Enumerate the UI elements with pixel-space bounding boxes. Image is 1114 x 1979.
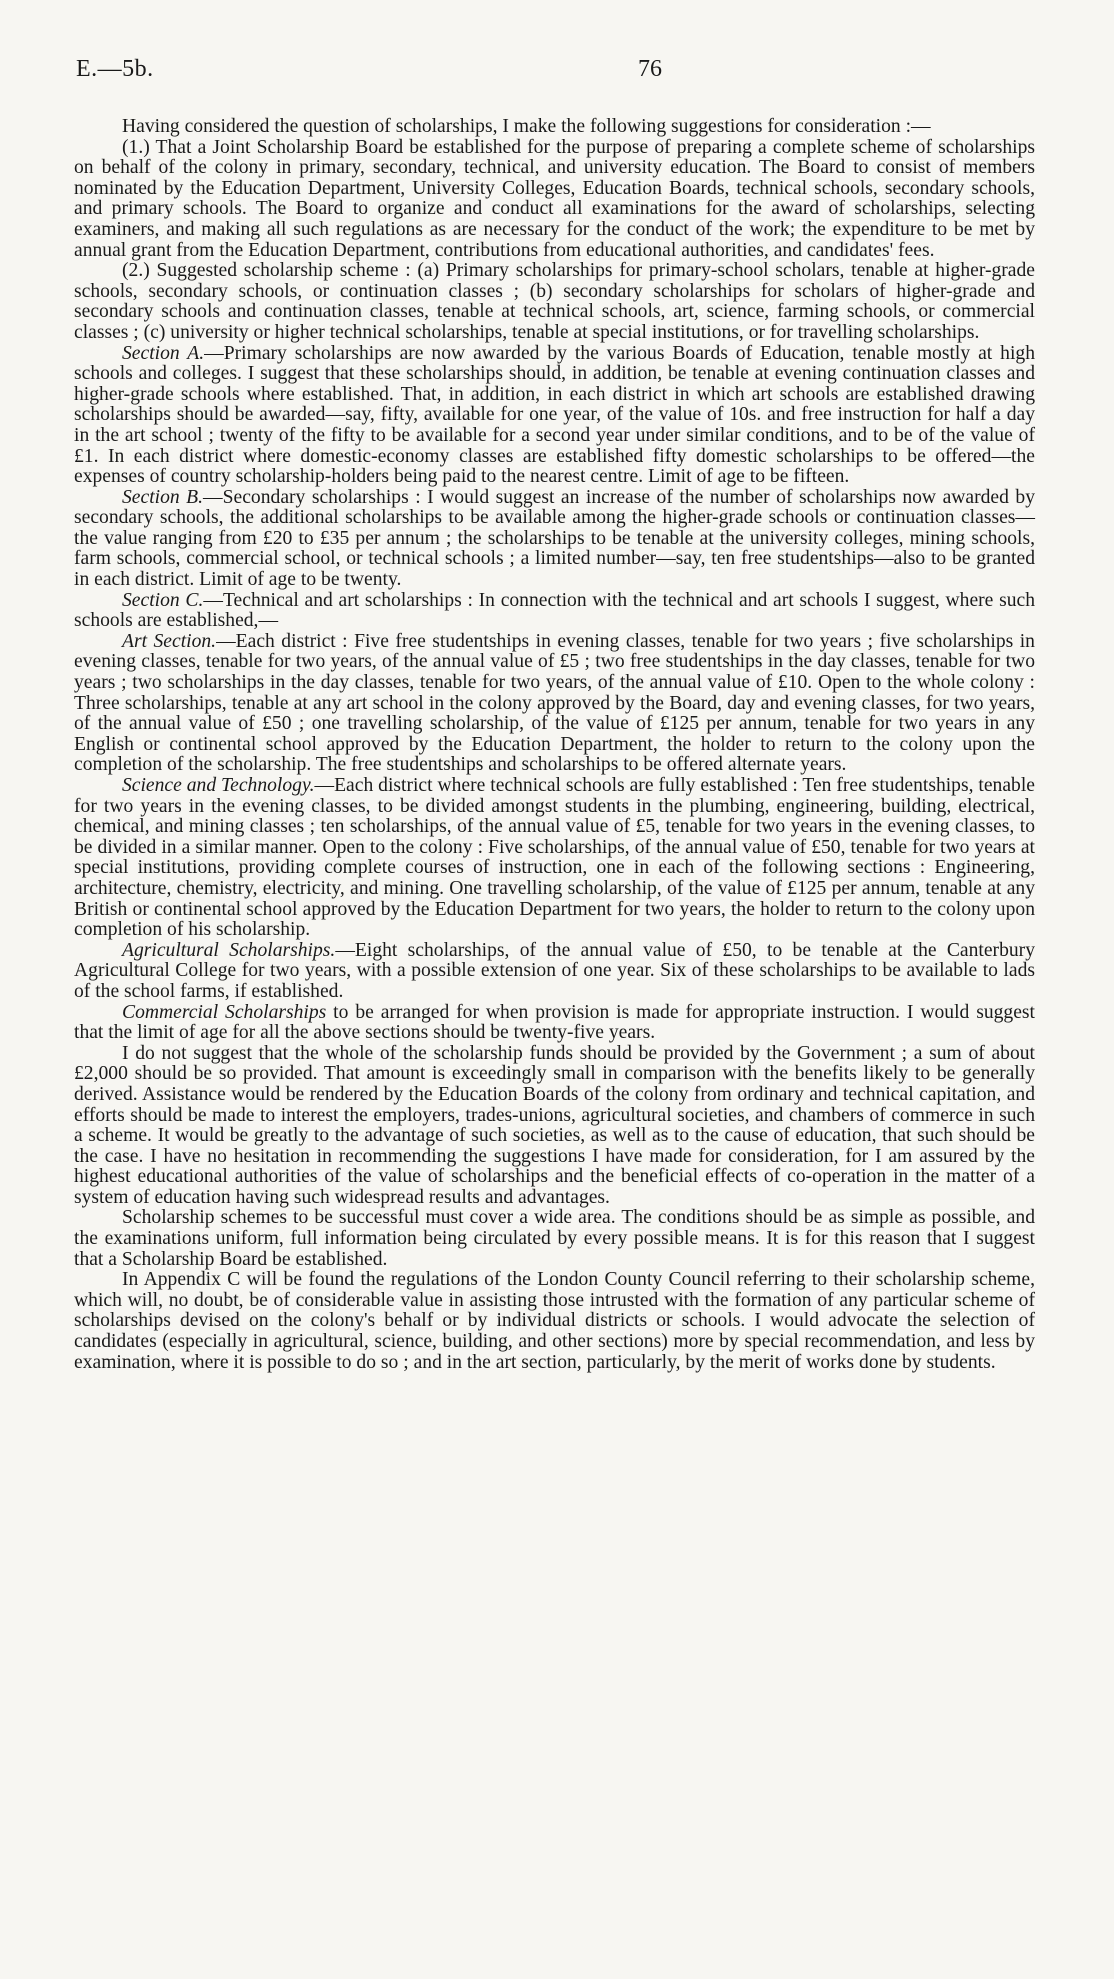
section-heading: Section C. [122, 589, 204, 611]
paragraph-text: (1.) That a Joint Scholarship Board be established for the purpose of preparing a complete scheme of scholarships on behalf of the colony in primary, secondary, technical, and university education. The Board to consist of members nominated by the Education Department, University Colleges, Education Boards, technical schools, secondary schools, and primary schools. The Board to organize and conduct all examinations for the award of scholarships, selecting examiners, and making all such regulations as are necessary for the conduct of the work; the expenditure to be met by annual grant from the Education Department, contributions from educational authorities, and candidates' fees. [74, 136, 1035, 261]
paragraph-section-c [74, 591, 1035, 632]
paragraph-text: —Each district where technical schools are fully established : Ten free studentships, tenable for two years in the evening classes, to be divided amongst students in the plumbing, engineering, building, electrical, chemical, and mining classes ; ten scholarships, of the annual value of £5, tenable for two years in the evening classes, to be divided in a similar manner. Open to the colony : Five scholarships, of the annual value of £50, tenable for two years at special institutions, providing complete courses of instruction, one in each of the following sections : Engineering, architecture, chemistry, electricity, and mining. One travelling scholarship, of the value of £125 per annum, tenable at any British or continental school approved by the Education Department for two years, the holder to return to the colony upon completion of his scholarship. [74, 775, 1035, 941]
paragraph-section-a [74, 344, 1035, 488]
section-heading: Section A. [122, 342, 205, 364]
paragraph-appendix-c [74, 1270, 1035, 1373]
paragraph-scheme [74, 261, 1035, 343]
paragraph-text: —Technical and art scholarships : In connection with the technical and art schools I suggest, where such schools are established,— [74, 589, 1035, 632]
paragraph-science-technology [74, 776, 1035, 941]
paragraph-text: —Eight scholarships, of the annual value of £50, to be tenable at the Canterbury Agricultural College for two years, with a possible extension of one year. Six of these scholarships to be available to lads of the school farms, if established. [74, 939, 1035, 1002]
paragraph-text: to be arranged for when provision is made for appropriate instruction. I would suggest that the limit of age for all the above sections should be twenty-five years. [74, 1001, 1035, 1044]
paragraph-commercial [74, 1003, 1035, 1044]
section-heading: Art Section. [122, 630, 217, 652]
paragraph-wide-area [74, 1208, 1035, 1270]
intro-paragraph [74, 117, 1035, 138]
paragraph-text: —Each district : Five free studentships in evening classes, tenable for two years ; five scholarships in evening classes, tenable for two years, of the annual value of £5 ; two free studentships in the day classes, tenable for two years ; two scholarships in the day classes, tenable for two years, of the annual value of £10. Open to the whole colony : Three scholarships, tenable at any art school in the colony approved by the Board, day and evening classes, for two years, of the annual value of £50 ; one travelling scholarship, of the value of £125 per annum, tenable for two years in any English or continental school approved by the Education Department, the holder to return to the colony upon the completion of the scholarship. The free studentships and scholarships to be offered alternate years. [74, 630, 1035, 776]
document-reference: E.—5b. [76, 56, 154, 82]
paragraph-text: (2.) Suggested scholarship scheme : (a) Primary scholarships for primary-school scholars, tenable at higher-grade schools, secondary schools, or continuation classes ; (b) secondary scholarships for scholars of higher-grade and secondary schools and continuation classes, tenable at technical schools, art, science, farming schools, or commercial classes ; (c) university or higher technical scholarships, tenable at special institutions, or for travelling scholarships. [74, 260, 1035, 343]
paragraph-text: In Appendix C will be found the regulations of the London County Council referring to their scholarship scheme, which will, no doubt, be of considerable value in assisting those intrusted with the formation of any particular scheme of scholarships devised on the colony's behalf or by individual districts or schools. I would advocate the selection of candidates (especially in agricultural, science, building, and other sections) more by special recommendation, and less by examination, where it is possible to do so ; and in the art section, particularly, by the merit of works done by students. [74, 1269, 1035, 1373]
paragraph-text: I do not suggest that the whole of the scholarship funds should be provided by the Government ; a sum of about £2,000 should be so provided. That amount is exceedingly small in comparison with the benefits likely to be generally derived. Assistance would be rendered by the Education Boards of the colony from ordinary and technical capitation, and efforts should be made to interest the employers, trades-unions, agricultural societies, and chambers of commerce in such a scheme. It would be greatly to the advantage of such societies, as well as to the cause of education, that such should be the case. I have no hesitation in recommending the suggestions I have made for consideration, for I am assured by the highest educational authorities of the value of scholarships and the beneficial effects of co-operation in the matter of a system of education having such widespread results and advantages. [74, 1042, 1035, 1208]
section-heading: Section B. [122, 486, 204, 508]
paragraph-joint-board [74, 138, 1035, 262]
section-heading: Commercial Scholarships [122, 1001, 327, 1023]
paragraph-section-b [74, 488, 1035, 591]
paragraph-text: Scholarship schemes to be successful must cover a wide area. The conditions should be as simple as possible, and the examinations uniform, full information being circulated by every possible means. It is for this reason that I suggest that a Scholarship Board be established. [74, 1207, 1035, 1270]
section-heading: Agricultural Scholarships. [122, 939, 336, 961]
page-header [76, 56, 1036, 96]
section-heading: Science and Technology. [122, 775, 315, 796]
paragraph-agricultural [74, 941, 1035, 1003]
paragraph-art-section [74, 632, 1035, 776]
paragraph-funding [74, 1044, 1035, 1209]
document-body [74, 117, 1035, 1373]
paragraph-text: Having considered the question of scholarships, I make the following suggestions for consideration :— [122, 116, 931, 137]
paragraph-text: —Secondary scholarships : I would suggest an increase of the number of scholarships now awarded by secondary schools, the additional scholarships to be available among the higher-grade schools or continuation classes—the value ranging from £20 to £35 per annum ; the scholarships to be tenable at the university colleges, mining schools, farm schools, commercial school, or technical schools ; a limited number—say, ten free studentships—also to be granted in each district. Limit of age to be twenty. [74, 486, 1036, 591]
paragraph-text: —Primary scholarships are now awarded by the various Boards of Education, tenable mostly at high schools and colleges. I suggest that these scholarships should, in addition, be tenable at evening continuation classes and higher-grade schools where established. That, in addition, in each district in which art schools are established drawing scholarships should be awarded—say, fifty, available for one year, of the value of 10s. and free instruction for half a day in the art school ; twenty of the fifty to be available for a second year under similar conditions, and to be of the value of £1. In each district where domestic-economy classes are established fifty domestic scholarships to be offered—the expenses of country scholarship-holders being paid to the nearest centre. Limit of age to be fifteen. [74, 342, 1035, 488]
page-number: 76 [638, 56, 662, 82]
